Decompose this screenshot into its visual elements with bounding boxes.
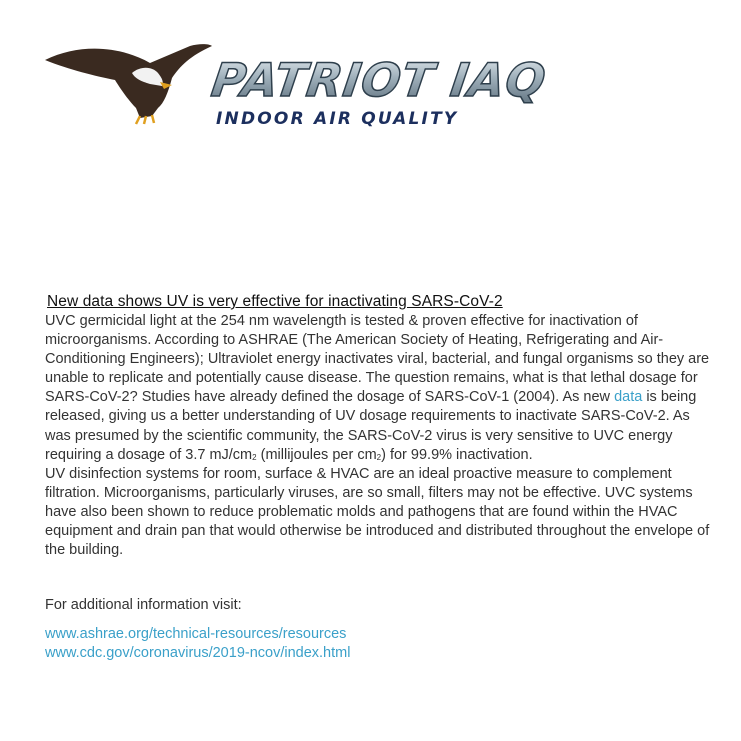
ashrae-link[interactable]: www.ashrae.org/technical-resources/resources [45, 626, 347, 642]
article-paragraph-1 [45, 312, 710, 465]
cdc-link[interactable]: www.cdc.gov/coronavirus/2019-ncov/index.html [45, 645, 351, 661]
paragraph-text: is being released, giving us a better understanding of UV dosage requirements to inactivate SARS-CoV-2. As was presumed by the scientific community, the SARS-CoV-2 virus is very sensitive to UVC energy requiring a dosage of 3.7 mJ/cm [45, 389, 697, 463]
superscript: 2 [252, 452, 257, 462]
article-paragraph-2: UV disinfection systems for room, surface & HVAC are an ideal proactive measure to complement filtration. Microorganisms, particularly viruses, are so small, filters may not be effective. UVC systems have also been shown to reduce problematic molds and pathogens that are found within the HVAC equipment and drain pan that would otherwise be introduced and distributed throughout the envelope of the building. [45, 465, 710, 559]
eagle-icon [45, 44, 212, 124]
logo-brand-text: PATRIOT IAQ [208, 53, 550, 107]
patriot-iaq-logo [40, 38, 550, 133]
reference-links [45, 625, 350, 663]
additional-info-label: For additional information visit: [45, 597, 242, 613]
article-body [45, 312, 710, 560]
superscript: 2 [376, 452, 382, 462]
paragraph-text: UVC germicidal light at the 254 nm wavelength is tested & proven effective for inactivation of microorganisms. According to ASHRAE (The American Society of Heating, Refrigerating and Air-Conditioning Engineers); Ultraviolet energy inactivates viral, bacterial, and fungal organisms so they are unable to replicate and potentially cause disease. The question remains, what is that lethal dosage for SARS-CoV-2? Studies have already defined the dosage of SARS-CoV-1 (2004). As new [45, 313, 710, 406]
data-link[interactable]: data [614, 389, 643, 406]
paragraph-text: (millijoules per cm [256, 446, 377, 463]
paragraph-text: ) for 99.9% inactivation. [381, 446, 533, 463]
logo-tagline-text: INDOOR AIR QUALITY [216, 109, 459, 129]
article-headline: New data shows UV is very effective for inactivating SARS-CoV-2 [47, 293, 503, 310]
eagle-logo-graphic [40, 38, 550, 133]
